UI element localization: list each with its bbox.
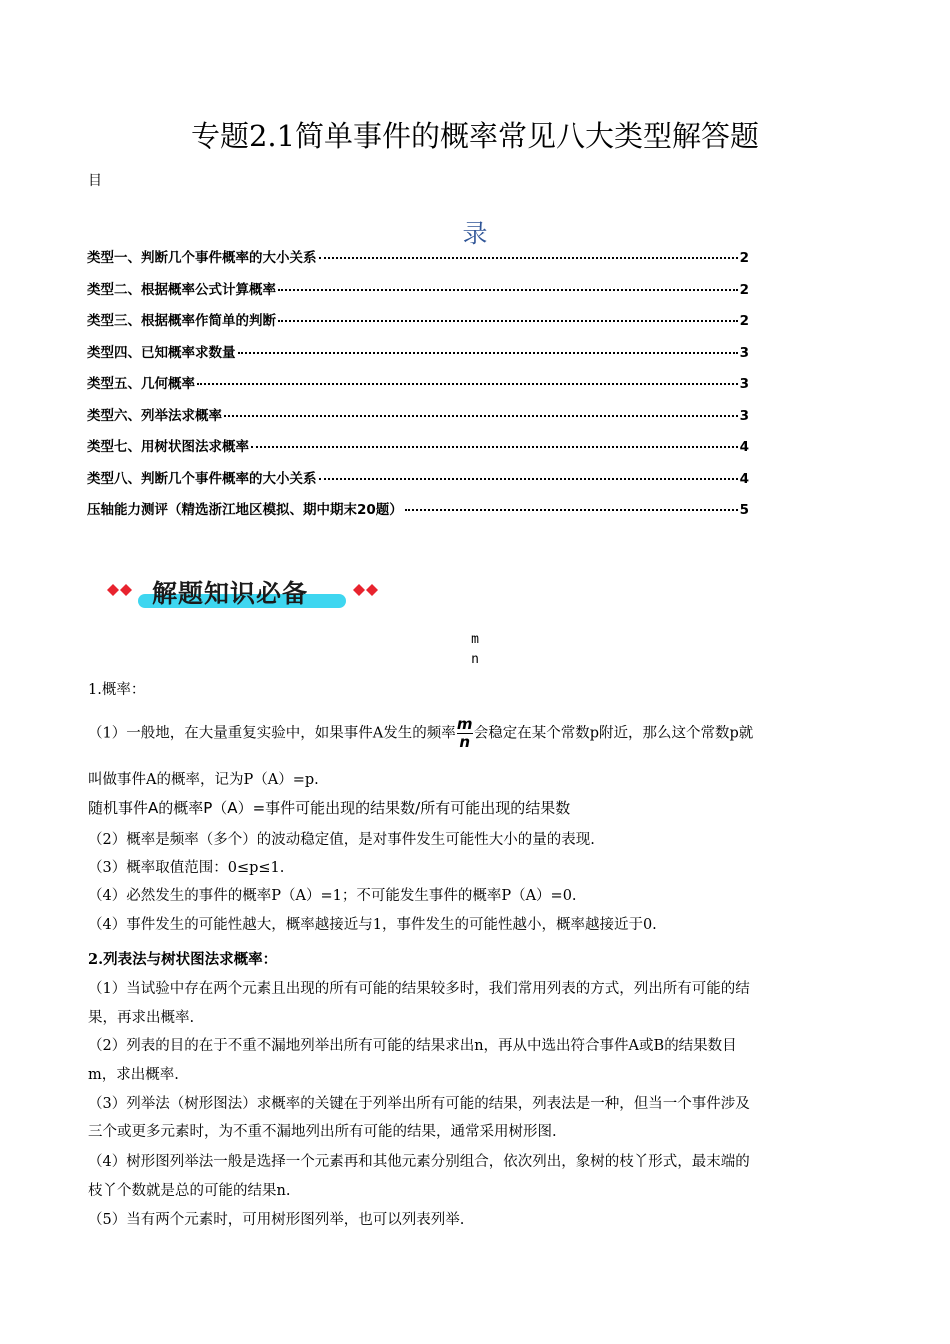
toc-entry-label: 类型一、判断几个事件概率的大小关系 xyxy=(87,250,317,266)
section1-p1-cont: 叫做事件A的概率，记为P（A）=p. xyxy=(88,772,319,788)
toc-entry[interactable] xyxy=(87,372,749,404)
toc-entry-label: 类型三、根据概率作简单的判断 xyxy=(87,313,276,329)
section-banner xyxy=(100,568,400,614)
toc-heading-part2: 录 xyxy=(462,219,488,248)
toc-leader-dots xyxy=(278,320,738,322)
toc-entry-page: 3 xyxy=(739,376,749,392)
toc-entry-label: 类型五、几何概率 xyxy=(87,376,195,392)
toc-leader-dots xyxy=(238,352,738,354)
section2-line6: 三个或更多元素时，为不重不漏地列出所有可能的结果，通常采用树形图. xyxy=(88,1124,557,1140)
toc-entry-label: 压轴能力测评（精选浙江地区模拟、期中期末20题） xyxy=(87,502,403,518)
section2-line9: （5）当有两个元素时，可用树形图列举，也可以列表列举. xyxy=(88,1212,465,1228)
toc-entry[interactable] xyxy=(87,309,749,341)
toc-entry-page: 3 xyxy=(739,344,749,361)
p1-before: （1）一般地，在大量重复实验中，如果事件A发生的频率 xyxy=(88,725,456,742)
toc-leader-dots xyxy=(405,509,738,511)
toc-heading-part1: 目 xyxy=(88,173,102,189)
toc-entry[interactable] xyxy=(87,341,749,373)
toc-leader-dots xyxy=(251,446,738,448)
toc-entry-page: 2 xyxy=(739,281,749,298)
toc-leader-dots xyxy=(278,289,738,291)
toc-entry-label: 类型六、列举法求概率 xyxy=(87,407,222,424)
section1-p3: （3）概率取值范围：0≤p≤1. xyxy=(88,860,285,876)
toc-entry[interactable] xyxy=(87,278,749,310)
section1-p4: （4）必然发生的事件的概率P（A）=1；不可能发生事件的概率P（A）=0. xyxy=(88,888,577,904)
toc-entry[interactable] xyxy=(87,467,749,499)
toc-entry-page: 5 xyxy=(739,502,749,518)
fraction-numerator: m xyxy=(456,715,473,733)
probability-definition: 随机事件A的概率P（A）=事件可能出现的结果数/所有可能出现的结果数 xyxy=(88,799,571,817)
toc-entry-label: 类型八、判断几个事件概率的大小关系 xyxy=(87,470,317,487)
section1-p5: （4）事件发生的可能性越大，概率越接近与1，事件发生的可能性越小，概率越接近于0. xyxy=(88,917,657,933)
section2-line7: （4）树形图列举法一般是选择一个元素再和其他元素分别组合，依次列出，象树的枝丫形式，最末端的 xyxy=(88,1154,750,1170)
section1-p1 xyxy=(88,716,753,751)
toc-entry-label: 类型七、用树状图法求概率 xyxy=(87,439,249,455)
section1-heading: 1.概率： xyxy=(88,682,146,698)
section2-line3: （2）列表的目的在于不重不漏地列举出所有可能的结果求出n，再从中选出符合事件A或B的结果数目 xyxy=(88,1038,737,1054)
toc-entry-page: 4 xyxy=(739,439,749,455)
frequency-fraction xyxy=(457,716,473,751)
toc-entry-label: 类型二、根据概率公式计算概率 xyxy=(87,281,276,298)
section2-line2: 果，再求出概率. xyxy=(88,1010,195,1026)
toc-entry[interactable] xyxy=(87,404,749,436)
toc-leader-dots xyxy=(224,415,738,417)
toc-entry-page: 2 xyxy=(739,250,749,266)
toc-entry-label: 类型四、已知概率求数量 xyxy=(87,344,236,361)
banner-title: 解题知识必备 xyxy=(152,579,309,608)
toc-entry[interactable] xyxy=(87,246,749,278)
toc-leader-dots xyxy=(319,478,738,480)
section2-line8: 枝丫个数就是总的可能的结果n. xyxy=(88,1183,291,1199)
section2-line4: m，求出概率. xyxy=(88,1067,179,1083)
document-title: 专题2.1简单事件的概率常见八大类型解答题 xyxy=(190,119,760,153)
section2-line5: （3）列举法（树形图法）求概率的关键在于列举出所有可能的结果，列表法是一种，但当一个事件涉及 xyxy=(88,1096,750,1112)
toc-entry-page: 4 xyxy=(739,470,749,487)
toc-leader-dots xyxy=(197,383,738,385)
table-of-contents xyxy=(87,246,749,530)
section1-p2: （2）概率是频率（多个）的波动稳定值，是对事件发生可能性大小的量的表现. xyxy=(88,832,595,848)
toc-entry-page: 2 xyxy=(739,313,749,329)
toc-entry[interactable] xyxy=(87,498,749,530)
toc-leader-dots xyxy=(319,257,738,259)
p1-after: 会稳定在某个常数p附近，那么这个常数p就 xyxy=(473,725,754,742)
section2-heading: 2.列表法与树状图法求概率： xyxy=(88,951,278,968)
stray-denominator: n xyxy=(471,652,479,667)
stray-numerator: m xyxy=(471,632,479,647)
toc-entry[interactable] xyxy=(87,435,749,467)
fraction-denominator: n xyxy=(459,733,471,751)
left-diamond-icons xyxy=(107,584,132,596)
section2-line1: （1）当试验中存在两个元素且出现的所有可能的结果较多时，我们常用列表的方式，列出所有可能的结 xyxy=(88,981,750,997)
toc-entry-page: 3 xyxy=(739,407,749,424)
right-diamond-icons xyxy=(353,584,378,596)
